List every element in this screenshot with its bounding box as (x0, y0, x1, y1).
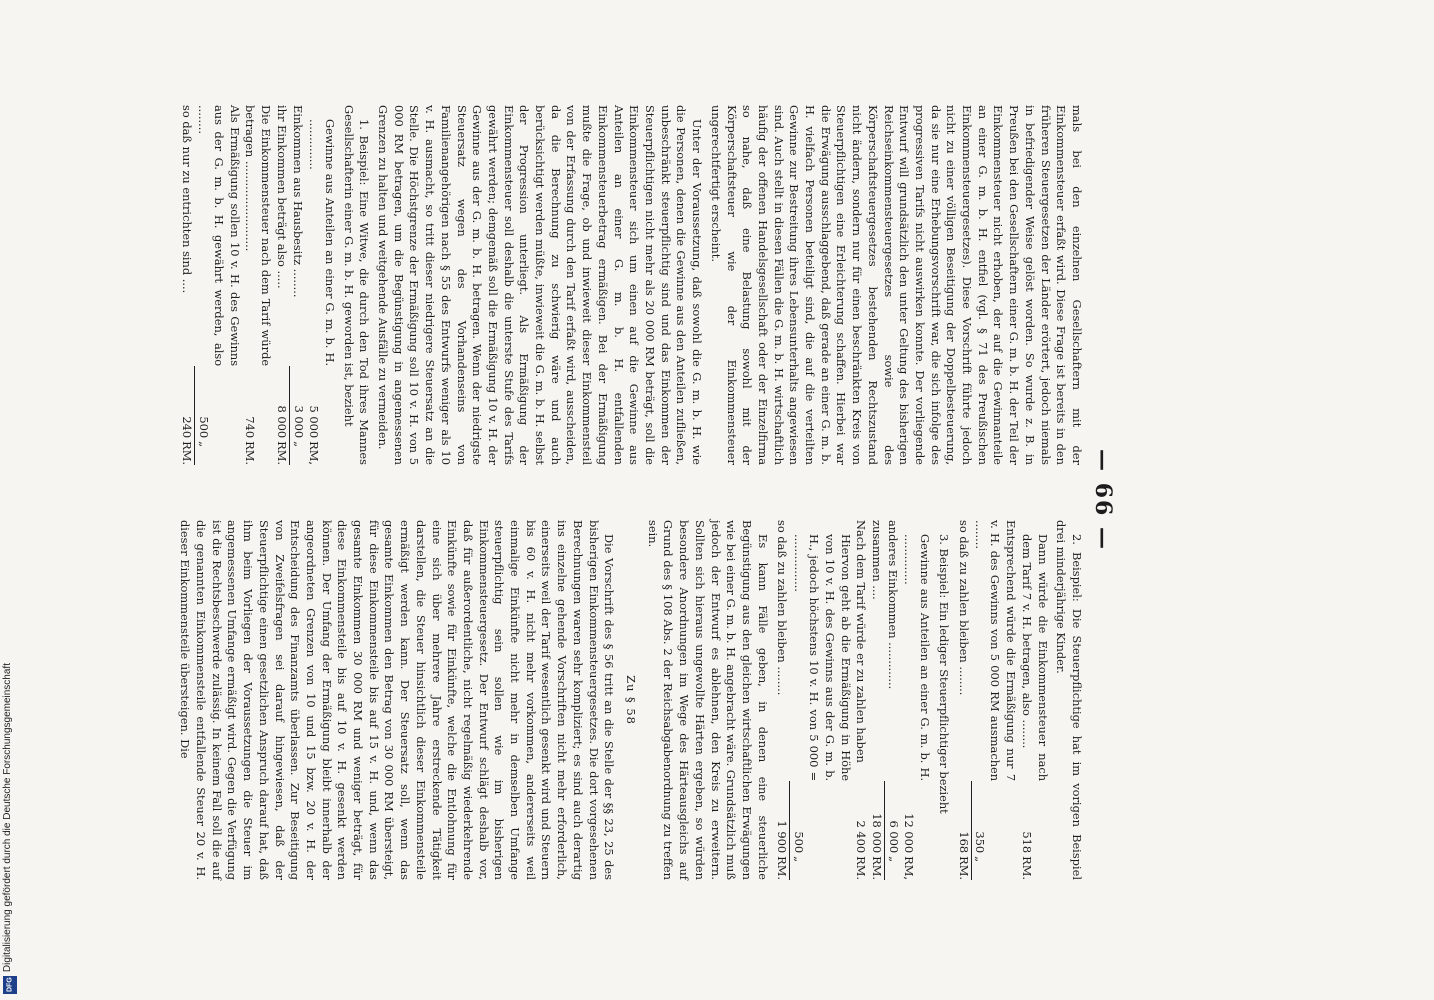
example-1-calculation (178, 105, 337, 465)
calc-label: ihr Einkommen beträgt also ..... (274, 105, 289, 289)
digitization-footer (0, 0, 20, 1000)
page-number: — 66 — (1090, 449, 1116, 551)
calc-amount: 1 900 (774, 781, 790, 853)
calc-unit: RM. (854, 856, 869, 880)
example-2-intro: 2. Beispiel: Die Steuerpflichtige hat im vorigen Beispiel drei minderjährige Kinder. (1054, 520, 1084, 880)
calc-amount: 8 000 (273, 366, 289, 438)
calc-row (971, 520, 1018, 880)
calc-amount: 3 000 (291, 405, 306, 439)
digitization-note: Digitalisierung gefördert durch die Deutsche Forschungsgemeinschaft (2, 662, 13, 972)
calc-amount: 5 000 (307, 405, 322, 439)
calc-unit: „ (291, 441, 306, 448)
calc-row (306, 105, 337, 465)
calc-amount: 18 000 (868, 781, 884, 853)
calc-label: so daß zu zahlen bleiben ........ (956, 520, 971, 696)
calc-amount: 500 (792, 831, 807, 854)
calc-label: Die Einkommensteuer nach dem Tarif würde betragen ......................... (243, 105, 274, 367)
calc-label: Als Ermäßigung sollen 10 v. H. des Gewinns aus der G. m. b. H. gewährt werden, also ........ (196, 105, 242, 367)
calc-label: Gewinne aus Anteilen an einer G. m. b. H. .............. (902, 534, 933, 782)
right-column (174, 520, 1084, 880)
calc-unit: RM. (178, 438, 194, 465)
calc-label: Entsprechend würde die Ermäßigung nur 7 v. H. des Gewinns von 5 000 RM ausmachen ........ (972, 520, 1019, 782)
calc-row (885, 520, 901, 880)
calc-row (195, 105, 242, 465)
calc-unit: RM. (273, 438, 289, 465)
calc-unit: „ (196, 441, 211, 448)
calc-row (853, 520, 869, 880)
calc-amount: 168 (955, 781, 971, 853)
example-1-intro: 1. Beispiel: Eine Witwe, die durch den Tod ihres Mannes Gesellschafterin einer G. m. b. H. geworden ist, bezieht (341, 105, 372, 465)
calc-unit: RM. (243, 441, 258, 465)
calc-label: Gewinne aus Anteilen an einer G. m. b. H. .............. (307, 119, 337, 367)
calc-amount: 740 (243, 416, 258, 439)
dfg-logo: DFG (3, 976, 17, 994)
calc-label: anderes Einkommen ............. (886, 520, 901, 690)
example-3-intro: 3. Beispiel: Ein lediger Steuerpflichtiger bezieht (936, 534, 951, 814)
calc-unit: RM, (307, 441, 322, 465)
calc-unit: RM. (955, 853, 971, 880)
calc-row (273, 105, 289, 465)
calc-unit: RM. (774, 853, 790, 880)
calc-unit: RM. (868, 853, 884, 880)
calc-row (242, 105, 273, 465)
calc-row (1018, 520, 1049, 880)
calc-unit: RM. (1019, 856, 1034, 880)
calc-row (774, 520, 790, 880)
example-2-calculation (955, 520, 1050, 880)
calc-row (790, 520, 853, 880)
calc-label: Dann würde die Einkommensteuer nach dem Tarif 7 v. H. betragen, also ........ (1019, 534, 1050, 782)
calc-label: Nach dem Tarif würde er zu zahlen haben (854, 520, 869, 763)
calc-row (955, 520, 971, 880)
calc-amount: 2 400 (854, 820, 869, 854)
paragraph: Unter der Voraussetzung, daß sowohl die G. m. b. H. wie die Personen, denen die Gewinne aus den Anteilen zufließen, unbeschränkt steuerpflichtig sind und das Einkommen der Steuerpflichtigen nicht mehr als 20 000 RM beträgt, soll die Einkommensteuer sich um einen auf die Gewinne aus Anteilen an einer G. m. b. H. entfallenden Einkommensteuerbetrag ermäßigen. Bei der Ermäßigung mußte die Frage, ob und inwieweit dieser Einkommensteil von der Erfassung durch den Tarif erfaßt wird, ausscheiden, da die Berechnung zu schwierig wäre und auch berücksichtigt werden müßte, inwieweit die G. m. b. H. selbst der Progression unterliegt. Als Ermäßigung der Einkommensteuer soll deshalb die unterste Stufe des Tarifs gewährt werden; demgemäß soll die Ermäßigung 10 v. H. der Gewinne aus der G. m. b. H. betragen. Wenn der niedrigste Steuersatz wegen des Vorhandenseins von Familienangehörigen nach § 55 des Entwurfs weniger als 10 v. H. ausmacht, so tritt dieser niedrigere Steuersatz an die Stelle. Die Höchstgrenze der Ermäßigung soll 10 v. H. von 5 000 RM betragen, um die Begünstigung in angemessenen Grenzen zu halten und weitgehende Ausfälle zu vermeiden. (376, 105, 705, 465)
paragraph: Es kann Fälle geben, in denen eine steuerliche Begünstigung aus den gleichen wirtschaftlichen Erwägungen wie bei einer G. m. b. H. angebracht wäre. Grundsätzlich muß jedoch der Entwurf es ablehnen, den Kreis zu erweitern. Sollten sich hieraus ungewollte Härten ergeben, so würden besondere Anordnungen im Wege des Härteausgleichs auf Grund des § 108 Abs. 2 der Reichsabgabenordnung zu treffen sein. (645, 520, 770, 880)
paragraph: Die Vorschrift des § 56 tritt an die Stelle der §§ 23, 25 des bisherigen Einkommensteuergesetzes. Die dort vorgesehenen Berechnungen waren sehr kompliziert; es sind auch derartig ins einzelne gehende Vorschriften nicht mehr erforderlich, einerseits weil der Tarif wesentlich gesenkt wird und Steuern bis 60 v. H. nicht mehr vorkommen, andererseits weil einmalige Einkünfte nicht mehr in demselben Umfange steuerpflichtig sein sollen wie im bisherigen Einkommensteuergesetz. Der Entwurf schlägt deshalb vor, daß für außerordentliche, nicht regelmäßig wiederkehrende Einkünfte sowie für Einkünfte, welche die Entlohnung für eine sich über mehrere Jahre erstreckende Tätigkeit darstellen, die Steuer hinsichtlich dieser Einkommensteile ermäßigt werden kann. Der Steuersatz soll, wenn das gesamte Einkommen den Betrag von 30 000 RM übersteigt, für diese Einkommensteile bis auf 15 v. H. und, wenn das gesamte Einkommen 30 000 RM und weniger beträgt, für diese Einkommensteile bis auf 10 v. H. gesenkt werden können. Der Umfang der Ermäßigung bleibt innerhalb der angeordneten Grenzen von 10 und 15 bzw. 20 v. H. der Entscheidung des Finanzamts überlassen. Zur Beseitigung von Zweifelsfragen sei darauf hingewiesen, daß der Steuerpflichtige einen gesetzlichen Anspruch darauf hat, daß ihm beim Vorliegen der Voraussetzungen die Steuer im angemessenen Umfange ermäßigt wird. Gegen die Verfügung ist die Rechtsbeschwerde zulässig. In keinem Fall soll die auf die genannten Einkommensteile entfallende Steuer 20 v. H. dieser Einkommensteile übersteigen. Die (178, 520, 617, 880)
section-heading: Zu § 58 (624, 675, 639, 725)
calc-unit: „ (792, 856, 807, 863)
calc-unit: „ (886, 856, 901, 863)
calc-row (178, 105, 194, 465)
paragraph: mals bei den einzelnen Gesellschaftern mit der Einkommensteuer erfaßt wird. Diese Frage ist bereits in den früheren Steuergesetzen der Länder erörtert, jedoch niemals in befriedigender Weise gelöst worden. So wurde z. B. in Preußen bei den Gesellschaftern einer G. m. b. H. der Teil der Einkommensteuer nicht erhoben, der auf die Gewinnanteile an einer G. m. b. H. entfiel (vgl. § 71 des Preußischen Einkommensteuergesetzes). Diese Vorschrift führte jedoch nicht zu einer völligen Beseitigung der Doppelbesteuerung, da sie nur eine Erhebungsvorschrift war, die sich infolge des progressiven Tarifs nicht auswirken konnte. Der vorliegende Entwurf will grundsätzlich den unter Geltung des bisherigen Reichseinkommensteuergesetzes sowie des Körperschaftsteuergesetzes bestehenden Rechtszustand nicht ändern, sondern nur für einen beschränkten Kreis von Steuerpflichtigen eine Erleichterung schaffen. Hierbei war die Erwägung ausschlaggebend, daß gerade an einer G. m. b. H. vielfach Personen beteiligt sind, die auf die verteilten Gewinne zur Bestreitung ihres Lebensunterhalts angewiesen sind. Auch stellt in diesen Fällen die G. m. b. H. wirtschaftlich häufig der offenen Handelsgesellschaft oder der Einzelfirma so nahe, daß eine Belastung sowohl mit der Körperschaftsteuer wie der Einkommensteuer ungerechtfertigt erscheint. (708, 105, 1084, 465)
calc-amount: 12 000 (902, 813, 917, 854)
example-3-calculation (774, 520, 933, 880)
calc-unit: „ (973, 856, 988, 863)
calc-label: zusammen .... (870, 520, 885, 600)
calc-row (289, 105, 305, 465)
calc-label: so daß nur zu entrichten sind .... (180, 105, 195, 294)
calc-amount: 240 (178, 366, 194, 438)
calc-label: Hiervon geht ab die Ermäßigung in Höhe von 10 v. H. des Gewinns aus der G. m. b. H., jedoch höchstens 10 v. H. von 5 000 = ................ (791, 534, 853, 782)
calc-row (901, 520, 932, 880)
calc-label: so daß zu zahlen bleiben ........ (775, 520, 790, 696)
calc-row (868, 520, 884, 880)
calc-amount: 500 (196, 416, 211, 439)
calc-unit: RM, (902, 856, 917, 880)
calc-amount: 350 (973, 831, 988, 854)
left-column (174, 105, 1084, 465)
calc-amount: 6 000 (886, 820, 901, 854)
calc-label: Einkommen aus Hausbesitz ........ (291, 105, 306, 298)
calc-amount: 518 (1019, 831, 1034, 854)
